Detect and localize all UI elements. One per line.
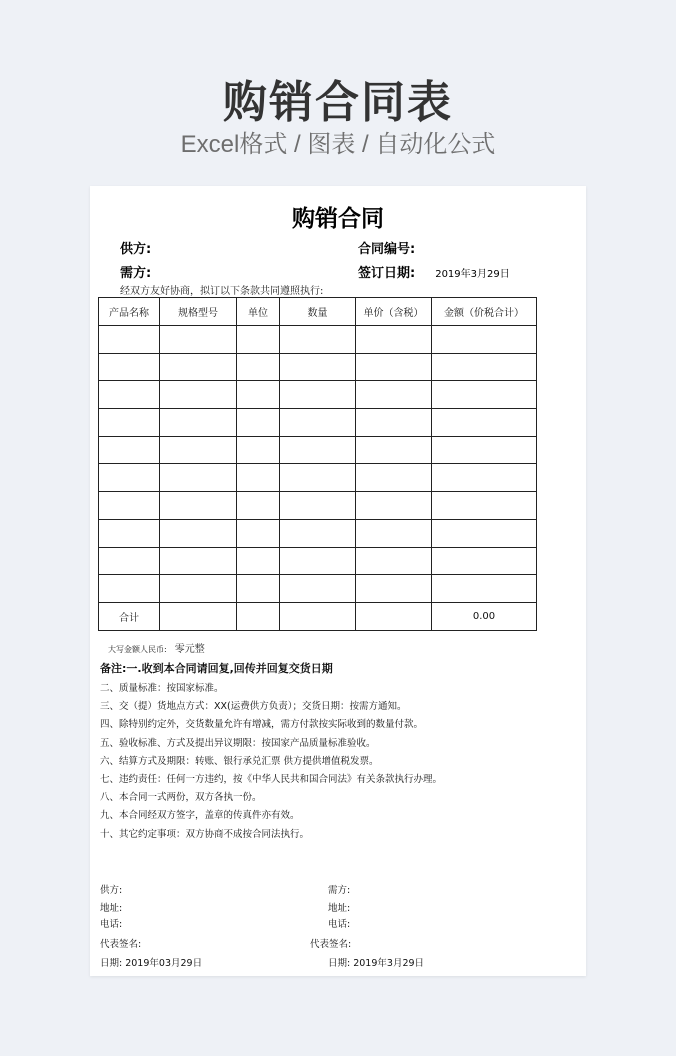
table-cell[interactable] [99, 547, 160, 575]
table-cell[interactable] [356, 436, 432, 464]
sign-left-party: 供方: [100, 885, 123, 896]
table-cell[interactable] [99, 436, 160, 464]
table-cell[interactable] [99, 519, 160, 547]
table-cell[interactable] [237, 547, 280, 575]
table-cell[interactable] [280, 492, 356, 520]
sign-right-party: 需方: [328, 885, 351, 896]
note-item: 九、本合同经双方签字，盖章的传真件亦有效。 [100, 810, 300, 822]
table-cell[interactable] [280, 602, 356, 630]
table-cell[interactable] [237, 519, 280, 547]
sign-date-value: 2019年3月29日 [435, 269, 510, 280]
document-title: 购销合同 [292, 206, 384, 232]
column-header: 数量 [280, 298, 356, 326]
table-row [99, 436, 537, 464]
notes-head: 备注:一.收到本合同请回复,回传并回复交货日期 [100, 662, 333, 675]
note-item: 二、质量标准：按国家标准。 [100, 683, 224, 694]
table-row [99, 326, 537, 354]
sign-date-row [358, 262, 510, 281]
banner-subtitle: Excel格式 / 图表 / 自动化公式 [180, 131, 496, 158]
table-cell[interactable] [237, 436, 280, 464]
sign-date-label: 签订日期: [358, 266, 416, 281]
table-cell[interactable] [432, 547, 537, 575]
table-cell[interactable] [160, 492, 237, 520]
table-cell[interactable] [356, 519, 432, 547]
table-cell[interactable] [160, 464, 237, 492]
sign-right-phone: 电话: [328, 919, 351, 930]
table-cell[interactable] [280, 547, 356, 575]
table-cell[interactable] [237, 326, 280, 354]
table-cell[interactable] [160, 519, 237, 547]
table-cell[interactable] [99, 464, 160, 492]
table-cell[interactable] [280, 381, 356, 409]
table-cell[interactable] [160, 602, 237, 630]
sign-right-address: 地址: [328, 903, 351, 914]
table-cell[interactable] [280, 436, 356, 464]
table-cell[interactable] [356, 409, 432, 437]
table-cell[interactable] [280, 409, 356, 437]
sign-left-rep: 代表签名: [100, 939, 142, 950]
table-cell[interactable] [99, 326, 160, 354]
table-cell[interactable] [432, 464, 537, 492]
table-cell[interactable] [432, 409, 537, 437]
table-cell[interactable] [160, 547, 237, 575]
note-item: 四、除特别约定外，交货数量允许有增减，需方付款按实际收到的数量付款。 [100, 719, 424, 731]
note-item: 五、验收标准、方式及提出异议期限：按国家产品质量标准验收。 [100, 737, 376, 749]
total-row [99, 602, 537, 630]
table-cell[interactable] [160, 326, 237, 354]
column-header: 规格型号 [160, 298, 237, 326]
table-cell[interactable] [432, 519, 537, 547]
table-cell[interactable] [160, 353, 237, 381]
table-cell[interactable] [280, 519, 356, 547]
table-cell[interactable] [160, 409, 237, 437]
table-row [99, 381, 537, 409]
table-cell[interactable] [99, 492, 160, 520]
intro-text: 经双方友好协商，拟订以下条款共同遵照执行: [120, 286, 324, 297]
contract-number-label: 合同编号: [358, 242, 416, 257]
sign-left-address: 地址: [100, 903, 123, 914]
table-cell[interactable] [432, 326, 537, 354]
table-cell[interactable] [160, 381, 237, 409]
table-row [99, 464, 537, 492]
column-header: 产品名称 [99, 298, 160, 326]
table-cell[interactable] [237, 575, 280, 603]
table-cell[interactable] [280, 326, 356, 354]
note-item: 十、其它约定事项：双方协商不成按合同法执行。 [100, 828, 310, 840]
table-cell[interactable] [356, 492, 432, 520]
table-cell[interactable] [356, 464, 432, 492]
table-cell[interactable] [432, 575, 537, 603]
table-cell[interactable] [356, 381, 432, 409]
table-row [99, 492, 537, 520]
sign-left-date: 日期: 2019年03月29日 [100, 958, 203, 969]
table-row [99, 575, 537, 603]
column-header: 单位 [237, 298, 280, 326]
table-cell[interactable] [237, 381, 280, 409]
table-cell[interactable] [237, 492, 280, 520]
table-cell[interactable] [99, 575, 160, 603]
table-cell[interactable] [356, 353, 432, 381]
table-cell[interactable] [432, 381, 537, 409]
table-cell[interactable] [160, 575, 237, 603]
table-cell[interactable] [280, 575, 356, 603]
table-row [99, 519, 537, 547]
amount-label: 大写金额人民币: [108, 645, 167, 654]
table-row [99, 409, 537, 437]
table-cell[interactable] [356, 575, 432, 603]
note-item: 八、本合同一式两份，双方各执一份。 [100, 792, 262, 804]
table-cell[interactable] [432, 353, 537, 381]
note-item: 七、违约责任：任何一方违约，按《中华人民共和国合同法》有关条款执行办理。 [100, 773, 443, 785]
table-cell[interactable] [237, 409, 280, 437]
table-cell[interactable] [237, 464, 280, 492]
table-cell[interactable] [432, 436, 537, 464]
table-cell[interactable] [356, 326, 432, 354]
sign-right-rep: 代表签名: [310, 939, 352, 950]
sign-left-phone: 电话: [100, 919, 123, 930]
banner-title: 购销合同表 [223, 77, 453, 128]
column-header: 金额（价税合计） [432, 298, 537, 326]
table-row [99, 353, 537, 381]
total-label: 合计 [99, 602, 160, 630]
table-cell[interactable] [160, 436, 237, 464]
note-item: 三、交（提）货地点方式：XX(运费供方负责）；交货日期：按需方通知。 [100, 701, 407, 713]
amount-value: 零元整 [174, 644, 205, 655]
note-item: 六、结算方式及期限：转账、银行承兑汇票 供方提供增值税发票。 [100, 755, 379, 767]
total-value: 0.00 [432, 602, 537, 630]
table-cell[interactable] [237, 602, 280, 630]
table-cell[interactable] [356, 547, 432, 575]
table-cell[interactable] [280, 353, 356, 381]
notes-section [100, 660, 580, 844]
amount-in-words [108, 640, 205, 655]
table-header-row [99, 298, 537, 326]
buyer-label: 需方: [120, 266, 152, 281]
product-table [98, 297, 537, 631]
table-cell[interactable] [237, 353, 280, 381]
table-cell[interactable] [356, 602, 432, 630]
table-row [99, 547, 537, 575]
notes-list [100, 680, 580, 844]
table-body [99, 326, 537, 603]
contract-sheet [90, 186, 586, 976]
table-cell[interactable] [99, 409, 160, 437]
supplier-label: 供方: [120, 242, 152, 257]
column-header: 单价（含税） [356, 298, 432, 326]
sign-right-date: 日期: 2019年3月29日 [328, 958, 425, 969]
table-cell[interactable] [99, 381, 160, 409]
table-cell[interactable] [432, 492, 537, 520]
table-cell[interactable] [99, 353, 160, 381]
table-cell[interactable] [280, 464, 356, 492]
